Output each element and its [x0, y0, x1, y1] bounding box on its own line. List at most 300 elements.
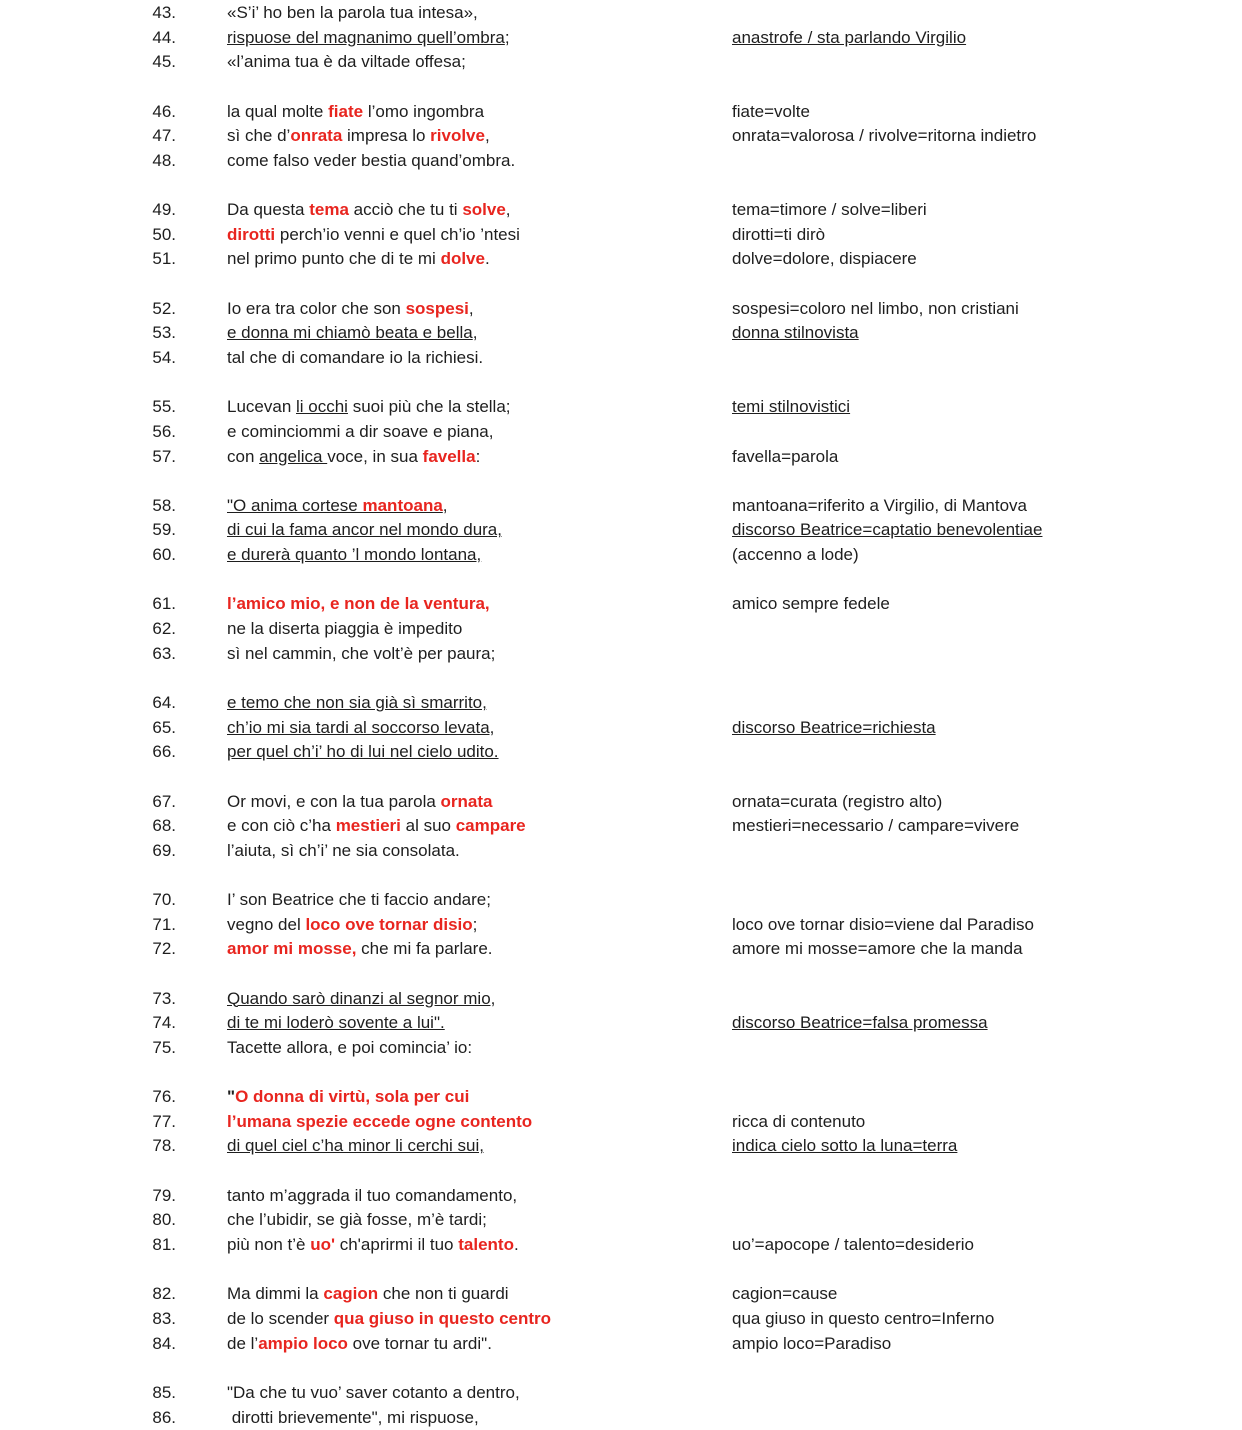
blank-row — [0, 666, 1242, 691]
text-segment: «l’anima tua è da viltade offesa; — [227, 52, 466, 72]
text-segment: dirotti=ti dirò — [732, 224, 826, 244]
annotation-text — [732, 1011, 1242, 1036]
text-segment: Tacette allora, e poi comincia’ io: — [227, 1037, 473, 1057]
text-segment: mestieri — [335, 816, 401, 836]
blank-row — [0, 1061, 1242, 1086]
annotation-text — [732, 1, 1242, 26]
text-segment: tal che di comandare io la richiesi. — [227, 347, 484, 367]
text-segment: Io era tra color che son — [227, 298, 406, 318]
text-segment: ; — [472, 914, 478, 934]
line-row — [0, 149, 1242, 174]
verse-text — [176, 716, 732, 741]
line-row — [0, 617, 1242, 642]
text-segment: , — [505, 200, 511, 220]
text-segment: fiate=volte — [732, 101, 810, 121]
annotation-text — [732, 937, 1242, 962]
text-segment: campare — [455, 816, 526, 836]
text-segment: voce, in sua — [327, 446, 423, 466]
line-number: 60. — [152, 545, 176, 565]
line-row — [0, 1332, 1242, 1357]
text-segment: dolve — [440, 249, 485, 269]
verse-text — [176, 543, 732, 568]
verse-text — [176, 50, 732, 75]
line-row — [0, 198, 1242, 223]
line-number: 48. — [152, 150, 176, 170]
text-segment: tema — [309, 200, 349, 220]
annotation-text — [732, 888, 1242, 913]
annotation-text — [732, 1332, 1242, 1357]
verse-text — [176, 790, 732, 815]
text-segment: di quel ciel c’ha minor li cerchi sui, — [227, 1136, 484, 1156]
line-number: 66. — [152, 742, 176, 762]
blank-row — [0, 863, 1242, 888]
verse-text — [176, 1381, 732, 1406]
text-segment: Da questa — [227, 200, 310, 220]
line-number: 54. — [152, 347, 176, 367]
verse-text — [176, 617, 732, 642]
annotation-text — [732, 1381, 1242, 1406]
verse-text — [176, 297, 732, 322]
annotation-text — [732, 124, 1242, 149]
text-segment: favella=parola — [732, 446, 839, 466]
line-row — [0, 1282, 1242, 1307]
line-number: 47. — [152, 126, 176, 146]
line-number: 52. — [152, 298, 176, 318]
line-number: 73. — [152, 988, 176, 1008]
text-segment: di cui la fama ancor nel mondo dura, — [227, 520, 502, 540]
line-row — [0, 937, 1242, 962]
text-segment: "Da che tu vuo’ saver cotanto a dentro, — [227, 1382, 520, 1402]
blank-row — [0, 1159, 1242, 1184]
text-segment: e cominciommi a dir soave e piana, — [227, 421, 494, 441]
annotation-text — [732, 790, 1242, 815]
verse-text — [176, 642, 732, 667]
verse-text — [176, 839, 732, 864]
text-segment: l’umana spezie eccede ogne contento — [227, 1111, 533, 1131]
line-number: 82. — [152, 1284, 176, 1304]
annotation-text — [732, 26, 1242, 51]
text-segment: temi stilnovistici — [732, 397, 851, 417]
text-segment: I’ son Beatrice che ti faccio andare; — [227, 890, 491, 910]
line-row — [0, 100, 1242, 125]
blank-row — [0, 469, 1242, 494]
annotation-text — [732, 1085, 1242, 1110]
verse-text — [176, 1332, 732, 1357]
text-segment: qua giuso in questo centro=Inferno — [732, 1308, 995, 1328]
annotation-text — [732, 543, 1242, 568]
verse-text — [176, 691, 732, 716]
verse-text — [176, 814, 732, 839]
verse-text — [176, 1011, 732, 1036]
text-segment: O donna di virtù, sola per cui — [235, 1087, 470, 1107]
line-number: 77. — [152, 1111, 176, 1131]
line-row — [0, 1085, 1242, 1110]
text-segment: nel primo punto che di te mi — [227, 249, 441, 269]
text-segment: acciò che tu ti — [348, 200, 463, 220]
annotation-text — [732, 494, 1242, 519]
line-row — [0, 26, 1242, 51]
verse-text — [176, 395, 732, 420]
text-segment: " — [227, 1087, 236, 1107]
text-segment: sospesi — [405, 298, 469, 318]
line-row — [0, 740, 1242, 765]
text-segment: amore mi mosse=amore che la manda — [732, 939, 1023, 959]
verse-text — [176, 445, 732, 470]
line-row — [0, 716, 1242, 741]
verse-text — [176, 247, 732, 272]
text-segment: suoi più che la stella; — [347, 397, 511, 417]
annotation-text — [732, 297, 1242, 322]
line-number: 55. — [152, 397, 176, 417]
line-number: 86. — [152, 1407, 176, 1427]
line-row — [0, 1406, 1242, 1430]
verse-text — [176, 26, 732, 51]
line-number: 51. — [152, 249, 176, 269]
line-row — [0, 913, 1242, 938]
text-segment: anastrofe / sta parlando Virgilio — [732, 27, 967, 47]
line-number: 57. — [152, 446, 176, 466]
text-segment: discorso Beatrice=falsa promessa — [732, 1013, 988, 1033]
verse-text — [176, 1110, 732, 1135]
verse-text — [176, 1134, 732, 1159]
line-number: 78. — [152, 1136, 176, 1156]
text-segment: ne la diserta piaggia è impedito — [227, 619, 463, 639]
verse-text — [176, 1307, 732, 1332]
blank-row — [0, 173, 1242, 198]
line-number: 72. — [152, 939, 176, 959]
line-number: 49. — [152, 200, 176, 220]
annotation-text — [732, 198, 1242, 223]
line-number: 46. — [152, 101, 176, 121]
annotation-text — [732, 691, 1242, 716]
text-segment: loco ove tornar disio=viene dal Paradiso — [732, 914, 1034, 934]
text-segment: che mi fa parlare. — [356, 939, 493, 959]
annotation-text — [732, 1307, 1242, 1332]
line-row — [0, 223, 1242, 248]
line-number: 63. — [152, 643, 176, 663]
line-row — [0, 1233, 1242, 1258]
line-row — [0, 691, 1242, 716]
line-row — [0, 888, 1242, 913]
annotation-text — [732, 518, 1242, 543]
text-segment: vegno del — [227, 914, 306, 934]
line-number: 75. — [152, 1037, 176, 1057]
text-segment: : — [475, 446, 481, 466]
verse-text — [176, 346, 732, 371]
line-row — [0, 321, 1242, 346]
text-segment: , — [472, 323, 478, 343]
text-segment: talento — [458, 1235, 514, 1255]
verse-text — [176, 1036, 732, 1061]
text-segment: dirotti — [227, 224, 276, 244]
text-segment: cagion=cause — [732, 1284, 838, 1304]
line-number: 69. — [152, 840, 176, 860]
text-segment: ampio loco=Paradiso — [732, 1333, 892, 1353]
line-number: 61. — [152, 594, 176, 614]
line-number: 80. — [152, 1210, 176, 1230]
line-number: 65. — [152, 717, 176, 737]
text-segment: che l’ubidir, se già fosse, m’è tardi; — [227, 1210, 487, 1230]
annotation-text — [732, 395, 1242, 420]
verse-text — [176, 494, 732, 519]
text-segment: rivolve — [430, 126, 485, 146]
text-segment: sì nel cammin, che volt’è per paura; — [227, 643, 496, 663]
text-segment: de lo scender — [227, 1308, 334, 1328]
line-row — [0, 543, 1242, 568]
verse-text — [176, 420, 732, 445]
verse-text — [176, 1, 732, 26]
annotation-text — [732, 987, 1242, 1012]
text-segment: sì che d’ — [227, 126, 291, 146]
text-segment: loco ove tornar disio — [305, 914, 473, 934]
text-segment: discorso Beatrice=richiesta — [732, 717, 936, 737]
verse-text — [176, 1184, 732, 1209]
line-row — [0, 987, 1242, 1012]
text-segment: per quel ch’i’ ho di lui nel cielo udito. — [227, 742, 499, 762]
line-number: 85. — [152, 1382, 176, 1402]
annotation-text — [732, 839, 1242, 864]
line-row — [0, 790, 1242, 815]
text-segment: Lucevan — [227, 397, 296, 417]
text-segment: e con ciò c’ha — [227, 816, 336, 836]
text-segment: ch’io mi sia tardi al soccorso levata, — [227, 717, 495, 737]
line-row — [0, 1, 1242, 26]
annotation-text — [732, 814, 1242, 839]
line-number: 74. — [152, 1013, 176, 1033]
annotation-text — [732, 716, 1242, 741]
text-segment: la qual molte — [227, 101, 329, 121]
annotation-text — [732, 617, 1242, 642]
text-segment: Ma dimmi la — [227, 1284, 324, 1304]
text-segment: , — [442, 495, 448, 515]
annotation-text — [732, 445, 1242, 470]
text-segment: come falso veder bestia quand’ombra. — [227, 150, 516, 170]
text-segment: dolve=dolore, dispiacere — [732, 249, 917, 269]
line-row — [0, 395, 1242, 420]
annotation-text — [732, 592, 1242, 617]
text-segment: «S’i’ ho ben la parola tua intesa», — [227, 3, 478, 22]
line-row — [0, 124, 1242, 149]
verse-text — [176, 1282, 732, 1307]
blank-row — [0, 765, 1242, 790]
line-number: 70. — [152, 890, 176, 910]
text-segment: ampio loco — [258, 1333, 348, 1353]
annotation-text — [732, 1134, 1242, 1159]
text-segment: cagion — [323, 1284, 379, 1304]
text-segment: con — [227, 446, 260, 466]
verse-text — [176, 100, 732, 125]
line-row — [0, 420, 1242, 445]
text-segment: e temo che non sia già sì smarrito, — [227, 692, 487, 712]
annotation-text — [732, 247, 1242, 272]
text-segment: li occhi — [296, 397, 348, 417]
text-segment: discorso Beatrice=captatio benevolentiae — [732, 520, 1043, 540]
text-segment: che non ti guardi — [378, 1284, 509, 1304]
text-segment: indica cielo sotto la luna=terra — [732, 1136, 958, 1156]
text-segment: fiate — [328, 101, 364, 121]
line-number: 64. — [152, 692, 176, 712]
line-number: 68. — [152, 816, 176, 836]
line-row — [0, 1184, 1242, 1209]
line-number: 50. — [152, 224, 176, 244]
annotation-text — [732, 1208, 1242, 1233]
annotation-text — [732, 1406, 1242, 1430]
verse-text — [176, 913, 732, 938]
text-segment: ornata=curata (registro alto) — [732, 791, 943, 811]
verse-text — [176, 987, 732, 1012]
text-segment: "O anima cortese — [227, 495, 363, 515]
verse-text — [176, 1208, 732, 1233]
line-number: 53. — [152, 323, 176, 343]
annotation-text — [732, 321, 1242, 346]
text-segment: dirotti brievemente", mi rispuose, — [227, 1407, 479, 1427]
verse-text — [176, 888, 732, 913]
annotation-text — [732, 1110, 1242, 1135]
text-segment: l’omo ingombra — [363, 101, 485, 121]
text-segment: ove tornar tu ardi". — [347, 1333, 492, 1353]
text-segment: uo’=apocope / talento=desiderio — [732, 1235, 974, 1255]
line-row — [0, 1011, 1242, 1036]
text-segment: Or movi, e con la tua parola — [227, 791, 441, 811]
line-number: 79. — [152, 1185, 176, 1205]
text-segment: più non t’è — [227, 1235, 311, 1255]
text-segment: onrata — [290, 126, 343, 146]
text-segment: mestieri=necessario / campare=vivere — [732, 816, 1020, 836]
blank-row — [0, 75, 1242, 100]
line-row — [0, 1110, 1242, 1135]
text-segment: (accenno a lode) — [732, 545, 859, 565]
line-row — [0, 1307, 1242, 1332]
line-number: 44. — [152, 27, 176, 47]
blank-row — [0, 568, 1242, 593]
text-segment: di te mi loderò sovente a lui". — [227, 1013, 445, 1033]
text-segment: mantoana=riferito a Virgilio, di Mantova — [732, 495, 1027, 515]
text-segment: Quando sarò dinanzi al segnor mio, — [227, 988, 496, 1008]
blank-row — [0, 1258, 1242, 1283]
line-number: 76. — [152, 1087, 176, 1107]
annotation-text — [732, 642, 1242, 667]
text-segment: tanto m’aggrada il tuo comandamento, — [227, 1185, 518, 1205]
verse-text — [176, 937, 732, 962]
text-segment: ch'aprirmi il tuo — [335, 1235, 459, 1255]
annotation-text — [732, 1036, 1242, 1061]
line-number: 62. — [152, 619, 176, 639]
text-segment: e durerà quanto ’l mondo lontana, — [227, 545, 482, 565]
annotation-text — [732, 149, 1242, 174]
line-number: 83. — [152, 1308, 176, 1328]
line-row — [0, 1036, 1242, 1061]
annotation-text — [732, 420, 1242, 445]
text-segment: donna stilnovista — [732, 323, 859, 343]
blank-row — [0, 371, 1242, 396]
annotation-text — [732, 913, 1242, 938]
annotation-text — [732, 740, 1242, 765]
line-row — [0, 247, 1242, 272]
verse-text — [176, 124, 732, 149]
line-row — [0, 1381, 1242, 1406]
text-segment: , — [468, 298, 474, 318]
text-segment: tema=timore / solve=liberi — [732, 200, 927, 220]
verse-text — [176, 149, 732, 174]
line-row — [0, 839, 1242, 864]
text-segment: l’amico mio, e non de la ventura, — [227, 594, 490, 614]
annotation-text — [732, 1184, 1242, 1209]
line-number: 81. — [152, 1235, 176, 1255]
line-number: 71. — [152, 914, 176, 934]
verse-text — [176, 518, 732, 543]
verse-text — [176, 223, 732, 248]
annotation-text — [732, 1282, 1242, 1307]
text-segment: angelica — [259, 446, 328, 466]
text-segment: amor mi mosse, — [227, 939, 357, 959]
annotation-text — [732, 346, 1242, 371]
text-segment: mantoana — [362, 495, 443, 515]
text-segment: ricca di contenuto — [732, 1111, 866, 1131]
text-segment: de l’ — [227, 1333, 259, 1353]
text-segment: impresa lo — [342, 126, 431, 146]
blank-row — [0, 962, 1242, 987]
verse-text — [176, 1406, 732, 1430]
line-row — [0, 1134, 1242, 1159]
line-row — [0, 518, 1242, 543]
annotation-text — [732, 100, 1242, 125]
line-row — [0, 814, 1242, 839]
text-segment: al suo — [400, 816, 456, 836]
annotation-text — [732, 50, 1242, 75]
line-number: 43. — [152, 3, 176, 22]
text-segment: rispuose del magnanimo quell’ombra — [227, 27, 505, 47]
line-row — [0, 346, 1242, 371]
line-number: 45. — [152, 52, 176, 72]
line-number: 59. — [152, 520, 176, 540]
verse-text — [176, 740, 732, 765]
line-row — [0, 297, 1242, 322]
text-segment: favella — [422, 446, 476, 466]
text-segment: amico sempre fedele — [732, 594, 890, 614]
text-segment: solve — [462, 200, 506, 220]
line-row — [0, 50, 1242, 75]
text-segment: . — [513, 1235, 519, 1255]
text-segment: l’aiuta, sì ch’i’ ne sia consolata. — [227, 840, 460, 860]
text-segment: , — [484, 126, 490, 146]
text-segment: ornata — [440, 791, 493, 811]
blank-row — [0, 1356, 1242, 1381]
line-number: 67. — [152, 791, 176, 811]
line-number: 56. — [152, 421, 176, 441]
annotation-text — [732, 1233, 1242, 1258]
text-segment: sospesi=coloro nel limbo, non cristiani — [732, 298, 1019, 318]
text-segment: onrata=valorosa / rivolve=ritorna indietro — [732, 126, 1037, 146]
line-number: 84. — [152, 1333, 176, 1353]
verse-text — [176, 321, 732, 346]
blank-row — [0, 272, 1242, 297]
text-segment: uo' — [310, 1235, 335, 1255]
text-segment: ; — [504, 27, 510, 47]
text-segment: . — [484, 249, 490, 269]
text-segment: perch’io venni e quel ch’io ’ntesi — [275, 224, 520, 244]
annotation-text — [732, 223, 1242, 248]
line-row — [0, 494, 1242, 519]
verse-text — [176, 1233, 732, 1258]
text-segment: e donna mi chiamò beata e bella — [227, 323, 473, 343]
line-number: 58. — [152, 495, 176, 515]
verse-text — [176, 1085, 732, 1110]
verse-text — [176, 198, 732, 223]
text-segment: qua giuso in questo centro — [333, 1308, 552, 1328]
verse-text — [176, 592, 732, 617]
line-row — [0, 445, 1242, 470]
line-row — [0, 642, 1242, 667]
